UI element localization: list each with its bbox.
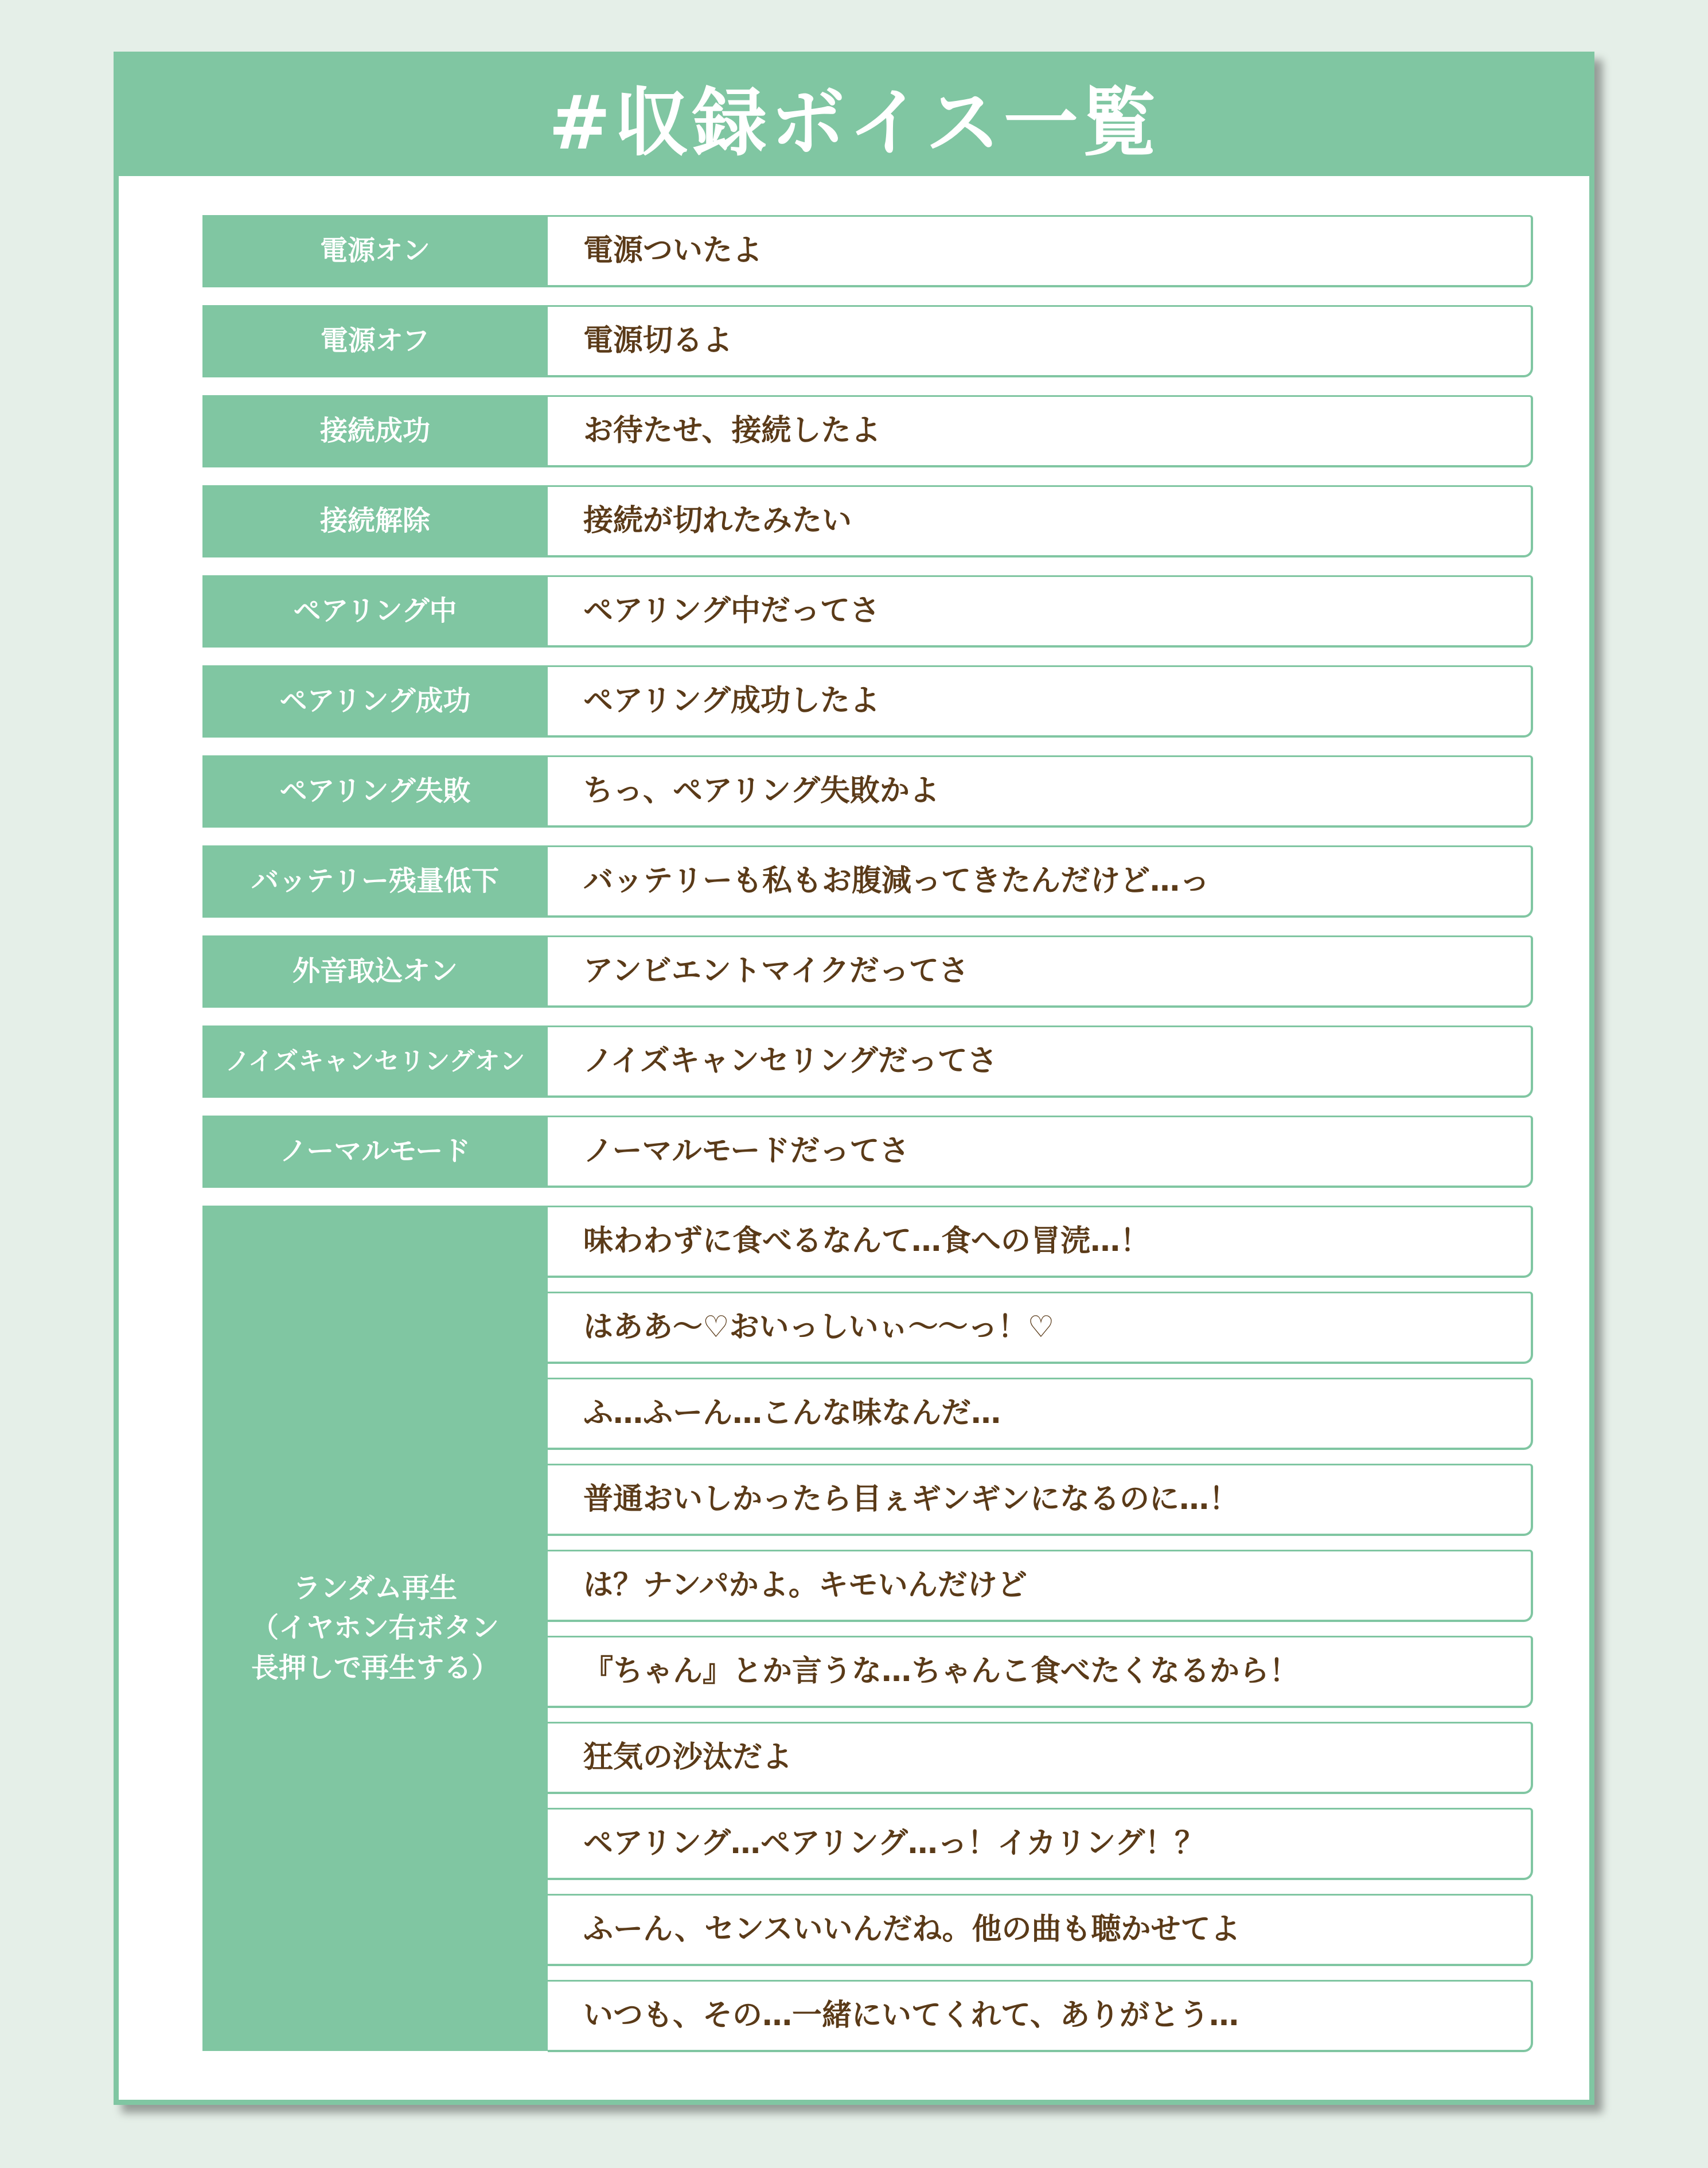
random-voice-text: 狂気の沙汰だよ [548, 1722, 1533, 1794]
row-label: ペアリング中 [202, 575, 548, 648]
table-row [202, 395, 1533, 467]
row-voice-text: お待たせ、接続したよ [548, 395, 1533, 467]
voice-list-card [114, 52, 1594, 2105]
row-label: 接続解除 [202, 485, 548, 557]
random-voice-text: いつも、その…一緒にいてくれて、ありがとう… [548, 1980, 1533, 2052]
random-voice-list [548, 1206, 1533, 2052]
random-label-line: （イヤホン右ボタン [251, 1612, 499, 1644]
random-voice-text: ふーん、センスいいんだね。他の曲も聴かせてよ [548, 1894, 1533, 1966]
random-playback-group [202, 1206, 1533, 2052]
random-label-line: ランダム再生 [293, 1572, 458, 1604]
row-voice-text: ノーマルモードだってさ [548, 1116, 1533, 1188]
table-row [202, 755, 1533, 828]
row-label: 電源オフ [202, 305, 548, 377]
table-row [202, 1025, 1533, 1098]
row-label: ノーマルモード [202, 1116, 548, 1188]
table-row [202, 575, 1533, 648]
row-label: バッテリー残量低下 [202, 845, 548, 918]
row-voice-text: 電源切るよ [548, 305, 1533, 377]
row-voice-text: バッテリーも私もお腹減ってきたんだけど…っ [548, 845, 1533, 918]
row-voice-text: ちっ、ペアリング失敗かよ [548, 755, 1533, 828]
row-label: 電源オン [202, 215, 548, 287]
voice-table [202, 215, 1533, 2052]
random-voice-text: はああ～♡おいっしいぃ～～っ！♡ [548, 1292, 1533, 1364]
row-voice-text: ペアリング成功したよ [548, 665, 1533, 738]
table-row [202, 845, 1533, 918]
random-label-line: 長押しで再生する） [251, 1651, 499, 1684]
page-title: #収録ボイス一覧 [548, 79, 1160, 166]
row-voice-text: 電源ついたよ [548, 215, 1533, 287]
random-voice-text: 普通おいしかったら目ぇギンギンになるのに…！ [548, 1464, 1533, 1536]
row-label: ノイズキャンセリングオン [202, 1025, 548, 1098]
table-row [202, 305, 1533, 377]
random-voice-text: は？ナンパかよ。キモいんだけど [548, 1550, 1533, 1622]
row-voice-text: アンビエントマイクだってさ [548, 935, 1533, 1008]
table-row [202, 935, 1533, 1008]
row-label: 外音取込オン [202, 935, 548, 1008]
header-banner [119, 57, 1589, 176]
random-voice-text: ふ…ふーん…こんな味なんだ… [548, 1378, 1533, 1450]
random-voice-text: ペアリング…ペアリング…っ！イカリング！？ [548, 1808, 1533, 1880]
table-row [202, 665, 1533, 738]
random-voice-text: 味わわずに食べるなんて…食への冒涜…！ [548, 1206, 1533, 1278]
table-row [202, 215, 1533, 287]
random-voice-text: 『ちゃん』とか言うな…ちゃんこ食べたくなるから！ [548, 1636, 1533, 1708]
row-voice-text: ノイズキャンセリングだってさ [548, 1025, 1533, 1098]
random-playback-label [202, 1206, 548, 2051]
table-row [202, 485, 1533, 557]
row-label: ペアリング成功 [202, 665, 548, 738]
table-row [202, 1116, 1533, 1188]
row-voice-text: ペアリング中だってさ [548, 575, 1533, 648]
row-label: 接続成功 [202, 395, 548, 467]
row-label: ペアリング失敗 [202, 755, 548, 828]
row-voice-text: 接続が切れたみたい [548, 485, 1533, 557]
